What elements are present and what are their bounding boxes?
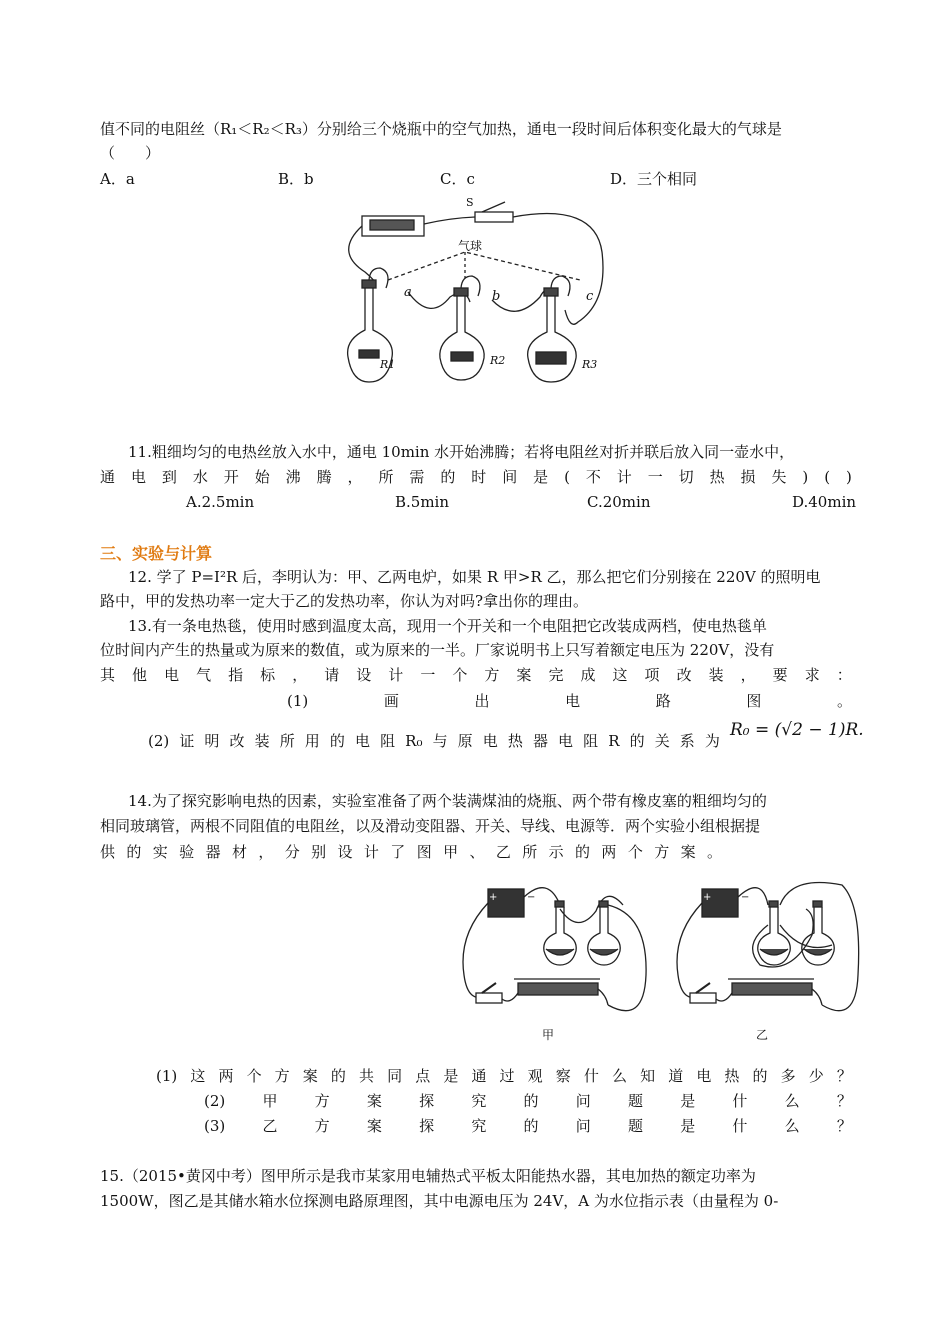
q13-formula: R₀ = (√2 − 1)R. [730,720,864,740]
word: ， [347,468,363,486]
q13-line-4 [287,691,852,711]
q14-line-2: 相同玻璃管，两根不同阻值的电阻丝，以及滑动变阻器、开关、导线、电源等．两个实验小组根据提 [100,817,761,835]
balloon-c-label: c [586,289,594,304]
word: 分 [284,843,300,861]
word: 电 [354,732,370,750]
word: R₀ [405,732,423,750]
word: 问 [575,1092,591,1110]
q13-line-1: 13.有一条电热毯，使用时感到温度太高，现用一个开关和一个电阻把它改装成两档，使电热毯单 [128,617,767,635]
word: 的 [440,468,456,486]
word: 共 [359,1067,375,1085]
word: 他 [132,666,148,684]
word: 所 [522,843,538,861]
word: 示 [548,843,564,861]
q11-option-d: D.40min [792,493,857,511]
word: ？ [836,1092,852,1110]
figure-jia-label: 甲 [542,1028,555,1042]
word: 所 [279,732,295,750]
word: 证 [179,732,195,750]
word: 同 [387,1067,403,1085]
word: 实 [152,843,168,861]
word: 方 [314,1092,330,1110]
word: 案 [680,843,696,861]
word: 所 [378,468,394,486]
word: 始 [254,468,270,486]
flask-b [440,276,505,380]
word: 沸 [285,468,301,486]
q14-sub-2 [204,1091,852,1111]
word: 电 [696,1067,712,1085]
word: 供 [100,843,116,861]
word: 热 [709,468,725,486]
word: 指 [228,666,244,684]
word: 通 [471,1067,487,1085]
word: 探 [419,1092,435,1110]
balloon-label: 气球 [458,239,483,253]
svg-text:−: − [527,892,536,903]
word: ( [824,468,831,486]
rheostat-icon [732,983,812,995]
word: 明 [204,732,220,750]
word: 间 [502,468,518,486]
word: 器 [532,732,548,750]
word: 的 [329,732,345,750]
word: 知 [640,1067,656,1085]
q15-line-2: 1500W，图乙是其储水箱水位探测电路原理图，其中电源电压为 24V，A 为水位指示表（由量程为 0- [100,1192,779,1210]
word: 为 [704,732,720,750]
resistor-r1-label: R1 [380,358,396,371]
q12-line-1: 12. 学了 P=I²R 后，李明认为：甲、乙两电炉，如果 R 甲>R 乙，那么把它们分别接在 220V 的照明电 [128,568,821,586]
word: 装 [254,732,270,750]
word: 项 [644,666,660,684]
word: 了 [390,843,406,861]
word: 什 [732,1117,748,1135]
word: (2) [148,732,170,750]
svg-text:+: + [703,892,712,903]
word: 不 [585,468,601,486]
word: 甲 [443,843,459,861]
word: 探 [419,1117,435,1135]
word: 要 [772,666,788,684]
word: 乙 [495,843,511,861]
word: 多 [780,1067,796,1085]
word: 验 [179,843,195,861]
word: 成 [580,666,596,684]
q12-line-2: 路中，甲的发热功率一定大于乙的发热功率，你认为对吗?拿出你的理由。 [100,592,589,610]
q10-line-1: 值不同的电阻丝（R₁＜R₂＜R₃）分别给三个烧瓶中的空气加热，通电一段时间后体积变化最大的气球是 [100,120,782,138]
word: 完 [548,666,564,684]
word: 用 [304,732,320,750]
experiment-figure-jia [458,875,658,1055]
word: ？ [836,1067,852,1085]
word: 计 [388,666,404,684]
q15-line-1: 15.（2015•黄冈中考）图甲所示是我市某家用电辅热式平板太阳能热水器，其电加热的额定功率为 [100,1167,756,1185]
switch-icon [475,212,513,222]
q13-line-3 [100,665,852,685]
word: 的 [126,843,142,861]
q13-line-2: 位时间内产生的热量或为原来的数值，或为原来的一半。厂家说明书上只写着额定电压为 220V，没有 [100,641,775,659]
q14-sub-1 [156,1066,852,1086]
word: 计 [616,468,632,486]
q11-option-c: C.20min [587,493,651,511]
word: 甲 [262,1092,278,1110]
word: 画 [383,692,399,710]
word: 气 [196,666,212,684]
word: 热 [724,1067,740,1085]
word: 热 [507,732,523,750]
word: 题 [627,1117,643,1135]
word: 失 [771,468,787,486]
word: 切 [678,468,694,486]
experiment-figure-yi [672,875,872,1055]
flask-c [528,276,598,382]
word: 、 [469,843,485,861]
q10-option-c: C．c [440,170,475,188]
q11-line-2 [100,467,852,487]
word: 是 [533,468,549,486]
svg-text:+: + [489,892,498,903]
word: 么 [611,1067,627,1085]
resistor-r2-label: R2 [490,354,506,367]
word: ( [564,468,570,486]
switch-label: S [466,196,474,209]
word: (1) [287,692,309,710]
word: 其 [100,666,116,684]
word: 乙 [262,1117,278,1135]
word: 的 [752,1067,768,1085]
word: 是 [443,1067,459,1085]
word: 别 [311,843,327,861]
word: 。 [706,843,722,861]
word: (3) [204,1117,226,1135]
word: (2) [204,1092,226,1110]
word: 原 [457,732,473,750]
flask-left [758,901,791,965]
word: 需 [409,468,425,486]
word: ： [836,666,852,684]
q10-option-a: A．a [100,170,135,188]
word: 的 [330,1067,346,1085]
word: 图 [746,692,762,710]
word: 案 [366,1117,382,1135]
word: (1) [156,1067,178,1085]
word: 损 [740,468,756,486]
word: 个 [246,1067,262,1085]
word: R [608,732,620,750]
word: 究 [471,1117,487,1135]
word: 阻 [380,732,396,750]
word: 关 [654,732,670,750]
word: ， [292,666,308,684]
word: 材 [231,843,247,861]
word: 问 [575,1117,591,1135]
word: 电 [482,732,498,750]
word: 么 [784,1117,800,1135]
switch-icon [690,993,716,1003]
word: 是 [680,1117,696,1135]
word: 电 [130,468,146,486]
q10-line-2: （ ） [100,144,161,162]
figure-yi-label: 乙 [756,1028,769,1042]
word: 通 [100,468,116,486]
word: 两 [218,1067,234,1085]
word: 什 [583,1067,599,1085]
word: 案 [302,1067,318,1085]
word: 题 [627,1092,643,1110]
word: ) [845,468,852,486]
word: 图 [416,843,432,861]
word: 时 [471,468,487,486]
word: 请 [324,666,340,684]
word: 标 [260,666,276,684]
flask-right [802,901,835,965]
word: 个 [452,666,468,684]
resistor-r3-label: R3 [582,358,598,371]
q11-line-1: 11.粗细均匀的电热丝放入水中，通电 10min 水开始沸腾；若将电阻丝对折并联后放入同一壶水中， [128,443,795,461]
word: 的 [523,1117,539,1135]
word: 。 [836,692,852,710]
word: 这 [612,666,628,684]
word: 器 [205,843,221,861]
word: ) [802,468,809,486]
balloon-a-label: a [404,285,412,300]
word: 改 [229,732,245,750]
word: 案 [516,666,532,684]
word: 个 [627,843,643,861]
word: 水 [192,468,208,486]
word: 少 [808,1067,824,1085]
word: 路 [655,692,671,710]
q14-line-3 [100,842,722,862]
q10-option-b: B．b [278,170,314,188]
word: 方 [314,1117,330,1135]
word: 观 [527,1067,543,1085]
svg-text:−: − [741,892,750,903]
word: ？ [836,1117,852,1135]
word: 出 [474,692,490,710]
word: 点 [415,1067,431,1085]
word: 究 [471,1092,487,1110]
word: 察 [555,1067,571,1085]
flask-right [588,901,621,965]
word: 设 [337,843,353,861]
word: 的 [575,843,591,861]
word: 么 [784,1092,800,1110]
q13-line-5 [148,731,720,751]
word: 的 [523,1092,539,1110]
q14-sub-3 [204,1116,852,1136]
word: 过 [499,1067,515,1085]
rheostat-icon [518,983,598,995]
word: 方 [654,843,670,861]
section-title: 三、实验与计算 [100,544,213,563]
flask-left [544,901,577,965]
balloon-b-label: b [492,289,501,304]
word: 的 [629,732,645,750]
word: 一 [647,468,663,486]
word: 案 [366,1092,382,1110]
flask-a [348,268,412,382]
word: 与 [432,732,448,750]
word: 一 [420,666,436,684]
word: 什 [732,1092,748,1110]
q10-option-d: D．三个相同 [610,170,698,188]
word: 计 [363,843,379,861]
q14-line-1: 14.为了探究影响电热的因素，实验室准备了两个装满煤油的烧瓶、两个带有橡皮塞的粗细均匀的 [128,792,767,810]
word: 开 [223,468,239,486]
word: 两 [601,843,617,861]
word: 装 [708,666,724,684]
word: 电 [565,692,581,710]
word: 改 [676,666,692,684]
word: 方 [484,666,500,684]
word: ， [258,843,274,861]
word: 到 [161,468,177,486]
word: 电 [164,666,180,684]
q11-option-b: B.5min [395,493,450,511]
q11-option-a: A.2.5min [186,493,255,511]
word: 是 [680,1092,696,1110]
switch-icon [476,993,502,1003]
word: 设 [356,666,372,684]
word: 这 [190,1067,206,1085]
word: ， [740,666,756,684]
word: 求 [804,666,820,684]
word: 道 [668,1067,684,1085]
word: 阻 [583,732,599,750]
word: 腾 [316,468,332,486]
word: 方 [274,1067,290,1085]
word: 系 [679,732,695,750]
word: 电 [558,732,574,750]
flask-balloon-figure [340,192,620,392]
